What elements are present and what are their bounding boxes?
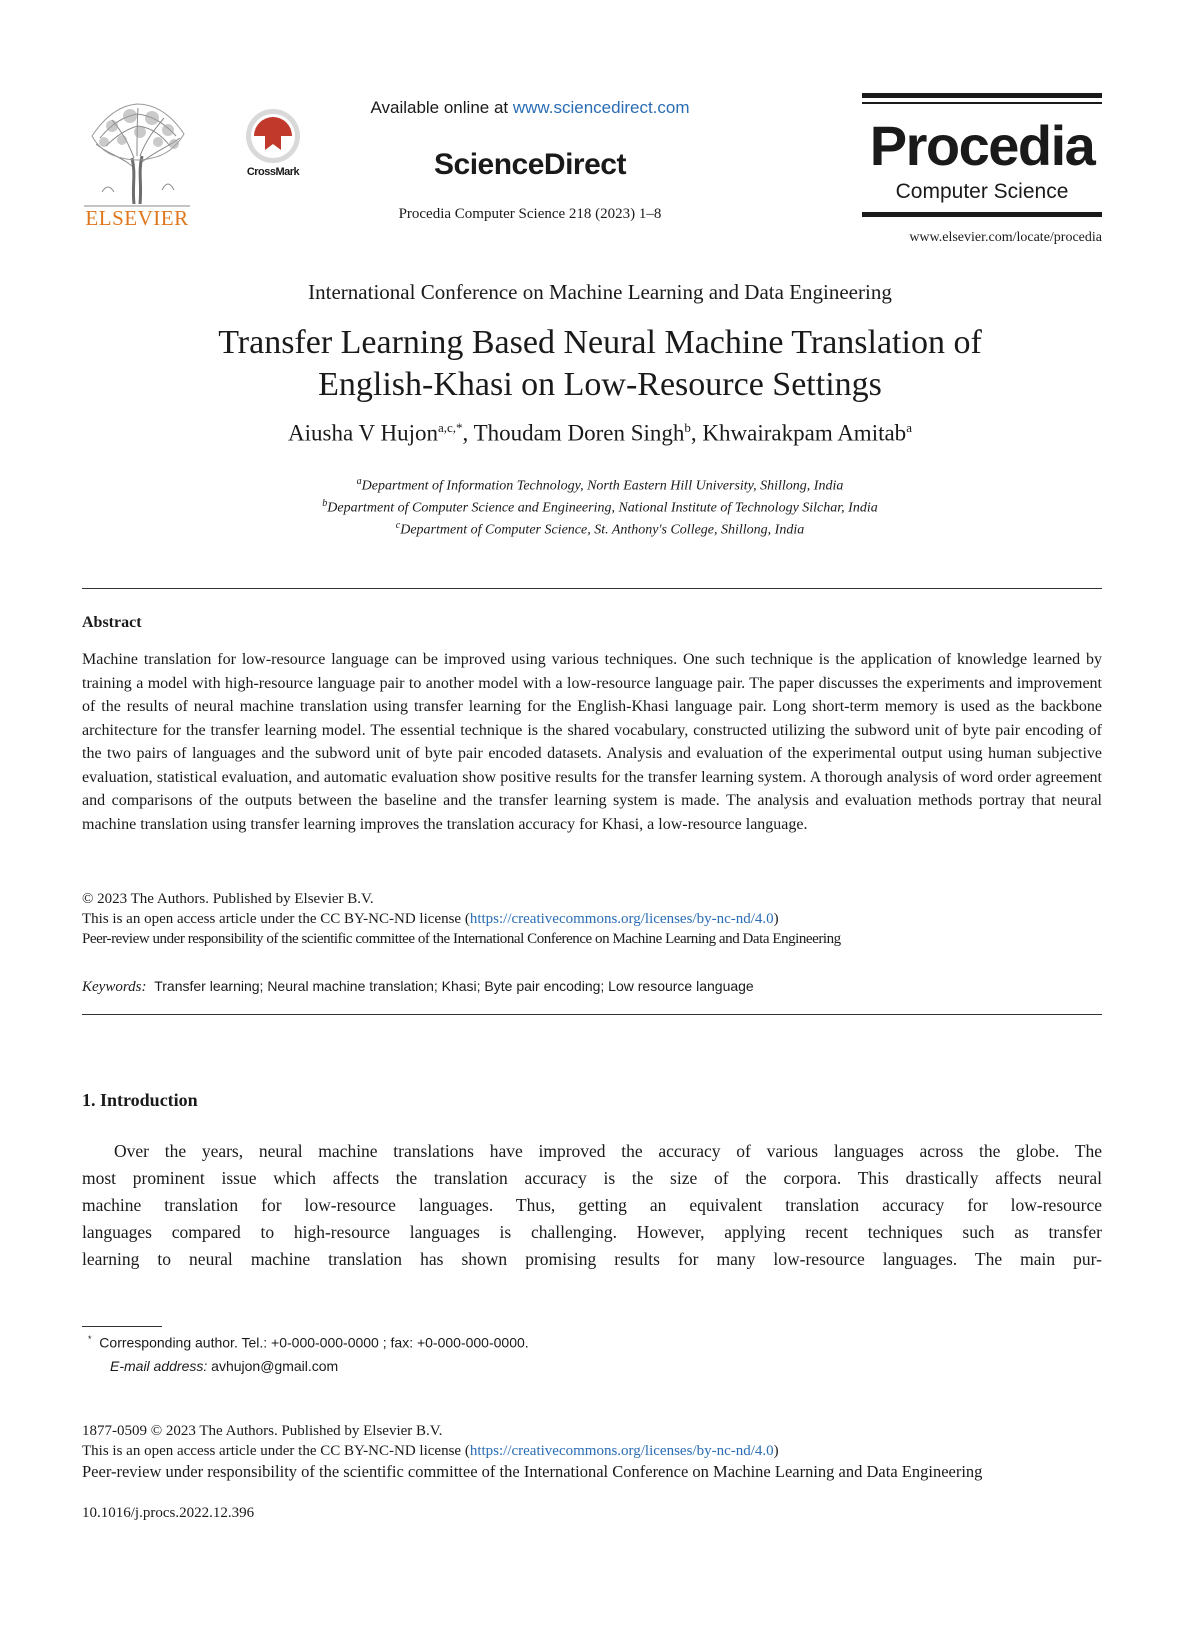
procedia-title: Procedia	[869, 114, 1095, 177]
procedia-top-rule-thin	[862, 102, 1102, 104]
corresponding-author-note: * Corresponding author. Tel.: +0-000-000-0000 ; fax: +0-000-000-0000.	[88, 1334, 529, 1351]
issn-line: 1877-0509 © 2023 The Authors. Published by Elsevier B.V.	[82, 1423, 443, 1439]
abstract-text: Machine translation for low-resource language can be improved using various techniques. One such technique is the application of knowledge learned by training a model with high-resource language pair to another model with a low-resource language pair. The paper discusses the experiments and improvement of the results of neural machine translation using transfer learning for the English-Khasi language pair. Long short-term memory is used as the backbone architecture for the transfer learning model. The essential technique is the shared vocabulary, constructed utilizing the subword unit of byte pair encoding of the two pairs of languages and the subword unit of byte pair encoded datasets. Analysis and evaluation of the experimental output using human subjective evaluation, statistical evaluation, and automatic evaluation show positive results for the transfer learning system. A thorough analysis of word order agreement and comparisons of the outputs between the baseline and the transfer learning system is made. The analysis and evaluation methods portray that neural machine translation using transfer learning improves the translation accuracy for Khasi, a low-resource language.	[82, 651, 1102, 833]
affiliation-a: $^a$Department of Information Technology, North Eastern Hill University, Shillong, India	[356, 476, 844, 494]
elsevier-wordmark: ELSEVIER	[85, 206, 189, 230]
procedia-bottom-rule	[862, 212, 1102, 217]
paper-title	[60, 322, 1140, 406]
keywords-label: Keywords:	[82, 979, 147, 995]
abstract-heading: Abstract	[82, 614, 142, 631]
sciencedirect-link[interactable]: www.sciencedirect.com	[512, 98, 690, 117]
email-note: E-mail address: avhujon@gmail.com	[110, 1358, 339, 1374]
introduction-heading: 1. Introduction	[82, 1090, 198, 1110]
keywords-line	[82, 978, 1102, 996]
abstract-bottom-rule	[82, 1014, 1102, 1015]
footnote-rule	[82, 1326, 162, 1327]
sciencedirect-title: ScienceDirect	[434, 148, 626, 181]
affiliation-c: $^c$Department of Computer Science, St. Anthony's College, Shillong, India	[395, 520, 805, 538]
keywords-text: Transfer learning; Neural machine translation; Khasi; Byte pair encoding; Low resource language	[154, 978, 754, 994]
abstract-top-rule	[82, 588, 1102, 589]
intro-line: learning to neural machine translation has shown promising results for many low-resource languages. The main pur-	[82, 1249, 1102, 1269]
paper-title-line-1: Transfer Learning Based Neural Machine Translation of	[218, 324, 982, 361]
crossmark-label: CrossMark	[246, 166, 300, 178]
affiliation-b: $^b$Department of Computer Science and Engineering, National Institute of Technology Silchar, India	[322, 498, 878, 516]
intro-line: languages compared to high-resource languages is challenging. However, applying recent techniques such as transfer	[82, 1222, 1102, 1242]
journal-reference: Procedia Computer Science 218 (2023) 1–8	[398, 206, 662, 222]
copyright-line: © 2023 The Authors. Published by Elsevier B.V.	[82, 891, 374, 907]
license-link[interactable]: https://creativecommons.org/licenses/by-nc-nd/4.0	[469, 911, 774, 927]
available-online: Available online at www.sciencedirect.com	[370, 98, 690, 117]
author-name: Khwairakpam Amitab	[702, 420, 907, 446]
email-address[interactable]: avhujon@gmail.com	[211, 1358, 339, 1374]
license-line: This is an open access article under the CC BY-NC-ND license (https://creativecommons.org/licenses/by-nc-nd/4.0)	[82, 911, 779, 927]
author-list: Aiusha V Hujon$^{a,c,*}$, Thoudam Doren Singh$^b$, Khwairakpam Amitab$^a$	[288, 420, 912, 446]
conference-name: International Conference on Machine Learning and Data Engineering	[308, 280, 892, 304]
introduction-text	[82, 1138, 1102, 1273]
journal-url[interactable]: www.elsevier.com/locate/procedia	[909, 230, 1102, 245]
doi-line[interactable]: 10.1016/j.procs.2022.12.396	[82, 1505, 255, 1521]
footer-license-line: This is an open access article under the CC BY-NC-ND license (https://creativecommons.org/licenses/by-nc-nd/4.0)	[82, 1443, 779, 1459]
author-affiliation-sup: a	[906, 420, 912, 435]
author-name: Thoudam Doren Singh	[473, 420, 685, 446]
author-name: Aiusha V Hujon	[288, 420, 438, 446]
footer-peer-review: Peer-review under responsibility of the scientific committee of the International Conference on Machine Learning and Data Engineering	[82, 1462, 983, 1481]
paper-title-line-2: English-Khasi on Low-Resource Settings	[318, 366, 882, 403]
footer-license-link[interactable]: https://creativecommons.org/licenses/by-nc-nd/4.0	[469, 1443, 774, 1459]
intro-line: machine translation for low-resource languages. Thus, getting an equivalent translation accuracy for low-resource	[82, 1195, 1102, 1215]
procedia-subtitle: Computer Science	[895, 180, 1069, 203]
author-affiliation-sup: b	[684, 420, 691, 435]
intro-line: most prominent issue which affects the translation accuracy is the size of the corpora. This drastically affects neural	[82, 1168, 1102, 1188]
author-affiliation-sup: a,c,*	[437, 420, 463, 435]
procedia-top-rule	[862, 93, 1102, 98]
intro-line: Over the years, neural machine translations have improved the accuracy of various languages across the globe. The	[114, 1141, 1102, 1161]
peer-review-line: Peer-review under responsibility of the scientific committee of the International Conference on Machine Learning and Data Engineering	[82, 931, 841, 947]
